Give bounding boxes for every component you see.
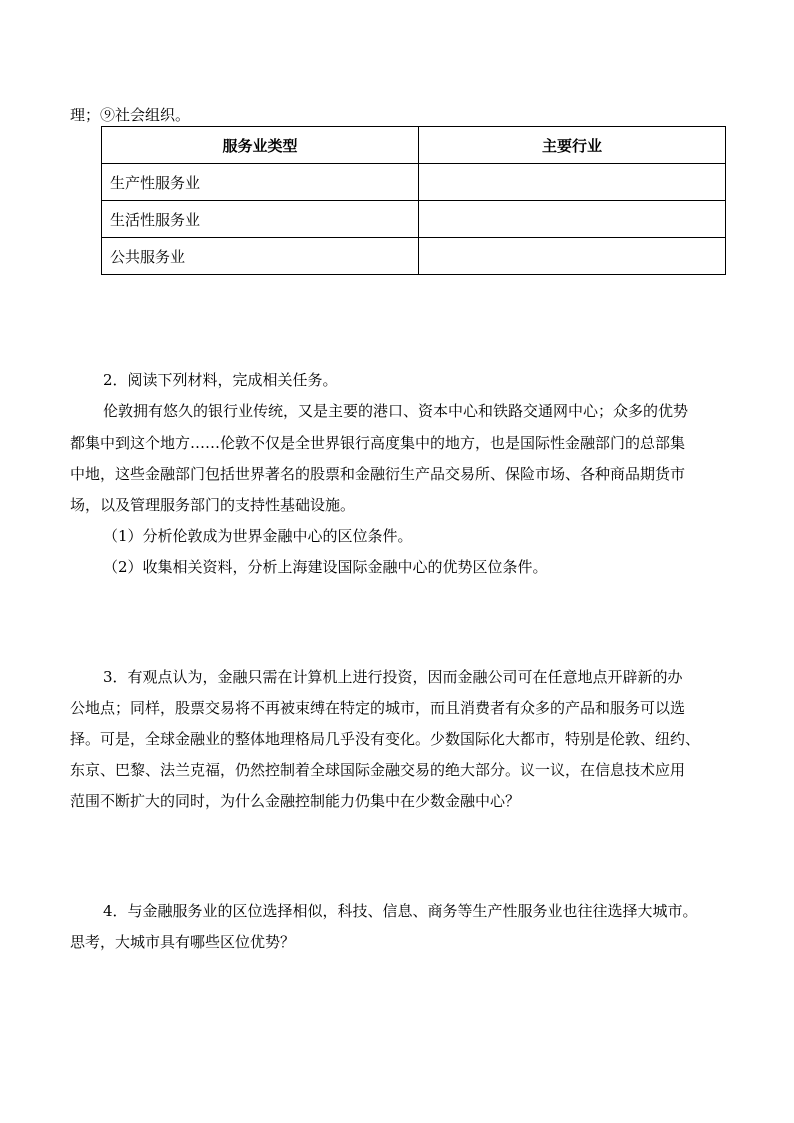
table-header-industry: 主要行业 (419, 127, 726, 164)
table-row (102, 238, 726, 275)
question-2-sub-1: （1）分析伦敦成为世界金融中心的区位条件。 (103, 527, 413, 545)
table-header-type: 服务业类型 (102, 127, 419, 164)
table-cell (419, 201, 726, 238)
question-4-line: 思考，大城市具有哪些区位优势？ (70, 933, 296, 951)
question-2-para-line: 伦敦拥有悠久的银行业传统，又是主要的港口、资本中心和铁路交通网中心；众多的优势 (103, 402, 689, 420)
table-header-row (102, 127, 726, 164)
question-2-para-line: 中地，这些金融部门包括世界著名的股票和金融衍生产品交易所、保险市场、各种商品期货市 (70, 465, 686, 483)
table-cell (419, 164, 726, 201)
question-2-para-line: 都集中到这个地方……伦敦不仅是全世界银行高度集中的地方，也是国际性金融部门的总部集 (70, 434, 686, 452)
table-cell: 公共服务业 (102, 238, 419, 275)
table-cell (419, 238, 726, 275)
intro-tail: 理；⑨社会组织。 (70, 106, 191, 124)
question-3-line: 公地点；同样，股票交易将不再被束缚在特定的城市，而且消费者有众多的产品和服务可以选 (70, 699, 686, 717)
question-3-line: 东京、巴黎、法兰克福，仍然控制着全球国际金融交易的绝大部分。议一议，在信息技术应用 (70, 761, 686, 779)
table-cell: 生活性服务业 (102, 201, 419, 238)
question-2-para-line: 场，以及管理服务部门的支持性基础设施。 (70, 496, 356, 514)
question-3-line: 3．有观点认为，金融只需在计算机上进行投资，因而金融公司可在任意地点开辟新的办 (103, 668, 683, 686)
question-4-line: 4．与金融服务业的区位选择相似，科技、信息、商务等生产性服务业也往往选择大城市。 (103, 902, 698, 920)
question-2-sub-2: （2）收集相关资料，分析上海建设国际金融中心的优势区位条件。 (103, 558, 548, 576)
table-row (102, 201, 726, 238)
table-cell: 生产性服务业 (102, 164, 419, 201)
table-row (102, 164, 726, 201)
service-industry-table (101, 126, 726, 275)
question-3-line: 范围不断扩大的同时，为什么金融控制能力仍集中在少数金融中心？ (70, 792, 521, 810)
question-2-title: 2．阅读下列材料，完成相关任务。 (103, 371, 338, 389)
question-3-line: 择。可是，全球金融业的整体地理格局几乎没有变化。少数国际化大都市，特别是伦敦、纽约、 (70, 730, 701, 748)
